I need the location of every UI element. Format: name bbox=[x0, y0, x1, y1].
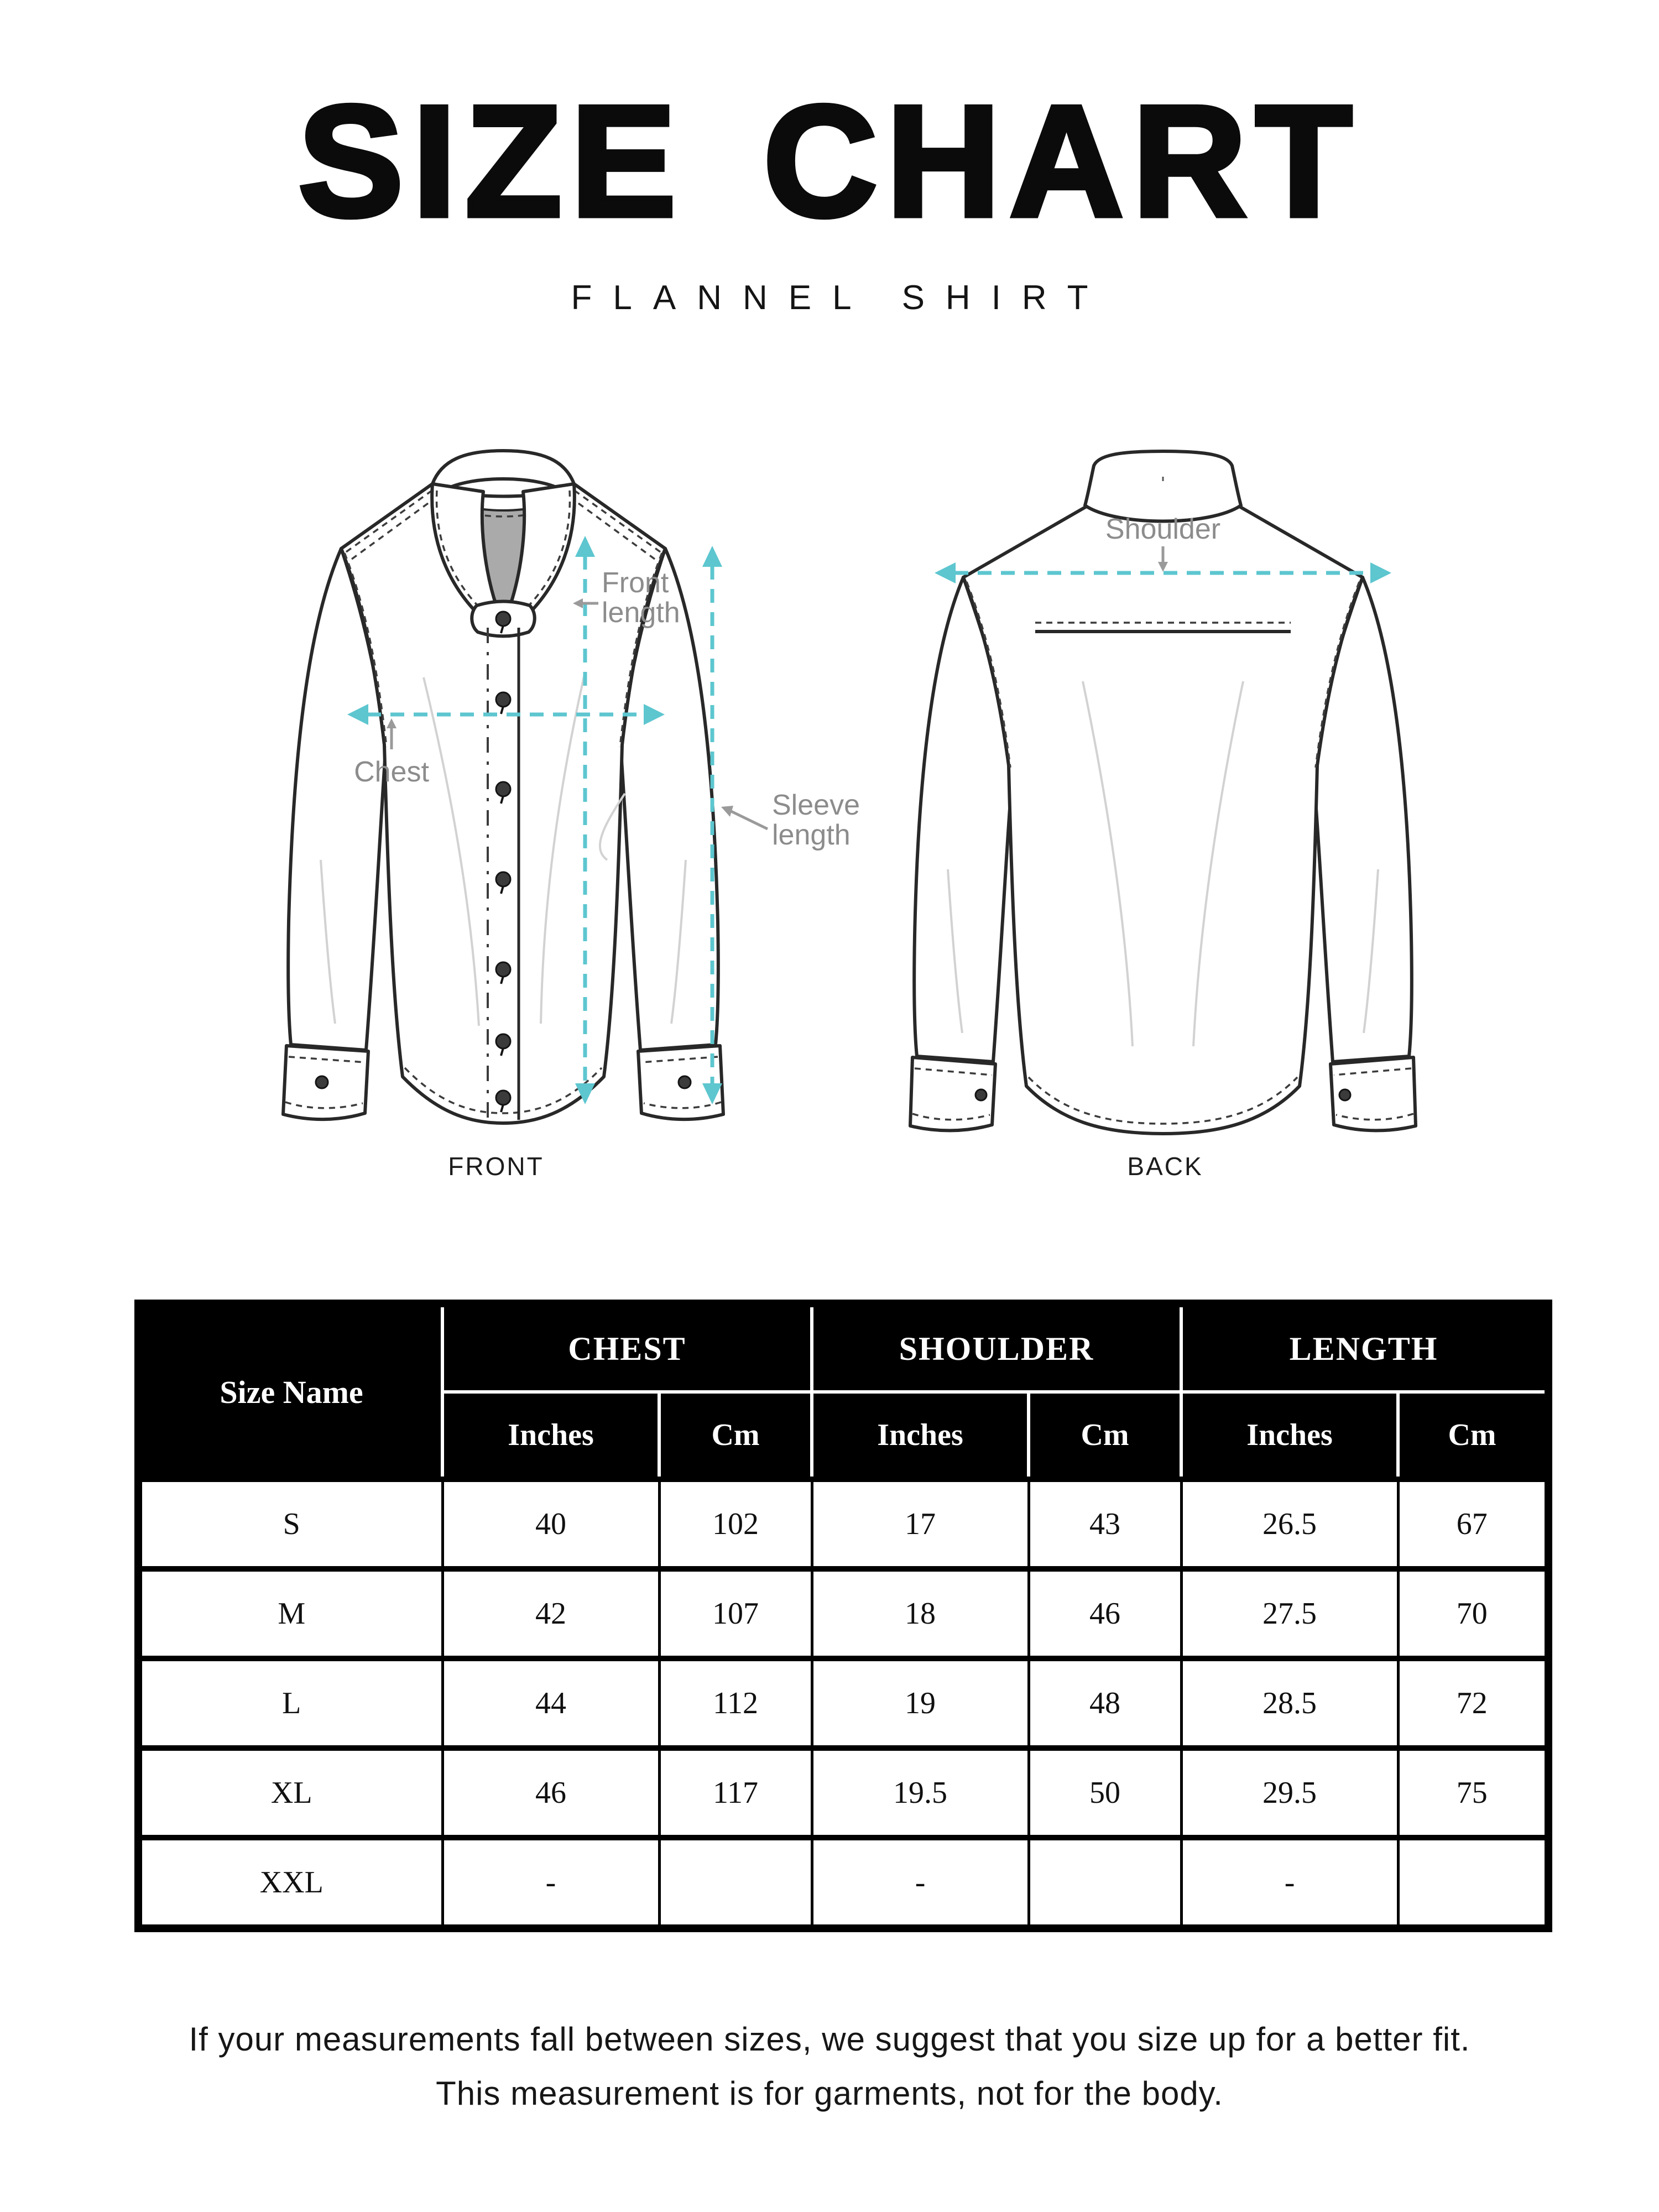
size-cell: M bbox=[138, 1569, 442, 1658]
svg-text:Chest: Chest bbox=[354, 756, 429, 788]
value-cell: 19.5 bbox=[812, 1748, 1029, 1838]
page-subtitle: FLANNEL SHIRT bbox=[571, 279, 1109, 317]
shoulder-arrowhead-right bbox=[1370, 562, 1391, 583]
front-view-label: FRONT bbox=[448, 1152, 544, 1181]
header-length: LENGTH bbox=[1181, 1303, 1548, 1392]
value-cell: 44 bbox=[442, 1658, 659, 1748]
value-cell: 27.5 bbox=[1181, 1569, 1398, 1658]
back-view-label: BACK bbox=[1127, 1152, 1203, 1181]
size-cell: XXL bbox=[138, 1838, 442, 1928]
header-shoulder-cm: Cm bbox=[1029, 1392, 1181, 1479]
cuff-button bbox=[1339, 1089, 1350, 1100]
svg-text:Sleeve: Sleeve bbox=[772, 789, 860, 821]
table-header-row-groups bbox=[138, 1303, 1548, 1392]
value-cell: 42 bbox=[442, 1569, 659, 1658]
value-cell: 17 bbox=[812, 1479, 1029, 1569]
value-cell bbox=[1398, 1838, 1548, 1928]
header-chest-cm: Cm bbox=[659, 1392, 812, 1479]
page-title: SIZE CHART bbox=[298, 72, 1361, 249]
back-collar bbox=[1085, 451, 1241, 521]
svg-text:length: length bbox=[772, 819, 851, 851]
value-cell: 40 bbox=[442, 1479, 659, 1569]
header-shoulder: SHOULDER bbox=[812, 1303, 1181, 1392]
value-cell: 112 bbox=[659, 1658, 812, 1748]
shoulder-arrowhead-left bbox=[935, 562, 956, 583]
header-chest: CHEST bbox=[442, 1303, 812, 1392]
table-row bbox=[138, 1479, 1548, 1569]
header-shoulder-inches: Inches bbox=[812, 1392, 1029, 1479]
back-body bbox=[963, 505, 1363, 1134]
size-cell: L bbox=[138, 1658, 442, 1748]
value-cell: 48 bbox=[1029, 1658, 1181, 1748]
back-shirt-diagram bbox=[900, 449, 1426, 1140]
footer-note-line1: If your measurements fall between sizes, we suggest that you size up for a better fit. bbox=[189, 2021, 1470, 2058]
value-cell: 102 bbox=[659, 1479, 812, 1569]
size-table bbox=[134, 1300, 1552, 1932]
table-row bbox=[138, 1569, 1548, 1658]
value-cell: - bbox=[442, 1838, 659, 1928]
table-row bbox=[138, 1838, 1548, 1928]
value-cell: 117 bbox=[659, 1748, 812, 1838]
footer-note-line2: This measurement is for garments, not for the body. bbox=[436, 2075, 1223, 2112]
size-cell: XL bbox=[138, 1748, 442, 1838]
svg-text:length: length bbox=[602, 597, 680, 629]
cuff-button bbox=[316, 1076, 328, 1088]
value-cell: - bbox=[812, 1838, 1029, 1928]
header-chest-inches: Inches bbox=[442, 1392, 659, 1479]
collar-button bbox=[496, 612, 510, 626]
cuff-button bbox=[679, 1076, 691, 1088]
size-cell: S bbox=[138, 1479, 442, 1569]
sleeve-length-arrowhead-top bbox=[702, 546, 722, 567]
value-cell: - bbox=[1181, 1838, 1398, 1928]
value-cell: 67 bbox=[1398, 1479, 1548, 1569]
value-cell: 46 bbox=[1029, 1569, 1181, 1658]
table-row bbox=[138, 1658, 1548, 1748]
svg-text:Front: Front bbox=[602, 567, 669, 599]
value-cell: 29.5 bbox=[1181, 1748, 1398, 1838]
sleeve-length-annotation bbox=[721, 789, 860, 851]
cuff-button bbox=[975, 1089, 987, 1100]
value-cell: 70 bbox=[1398, 1569, 1548, 1658]
value-cell bbox=[659, 1838, 812, 1928]
value-cell: 28.5 bbox=[1181, 1658, 1398, 1748]
table-row bbox=[138, 1748, 1548, 1838]
header-size-name: Size Name bbox=[138, 1303, 442, 1479]
value-cell: 75 bbox=[1398, 1748, 1548, 1838]
value-cell: 107 bbox=[659, 1569, 812, 1658]
value-cell: 26.5 bbox=[1181, 1479, 1398, 1569]
value-cell: 50 bbox=[1029, 1748, 1181, 1838]
front-shirt-diagram bbox=[238, 440, 863, 1139]
header-length-inches: Inches bbox=[1181, 1392, 1398, 1479]
value-cell: 43 bbox=[1029, 1479, 1181, 1569]
value-cell: 19 bbox=[812, 1658, 1029, 1748]
value-cell: 46 bbox=[442, 1748, 659, 1838]
value-cell bbox=[1029, 1838, 1181, 1928]
header-length-cm: Cm bbox=[1398, 1392, 1548, 1479]
value-cell: 18 bbox=[812, 1569, 1029, 1658]
value-cell: 72 bbox=[1398, 1658, 1548, 1748]
svg-text:Shoulder: Shoulder bbox=[1105, 513, 1221, 545]
